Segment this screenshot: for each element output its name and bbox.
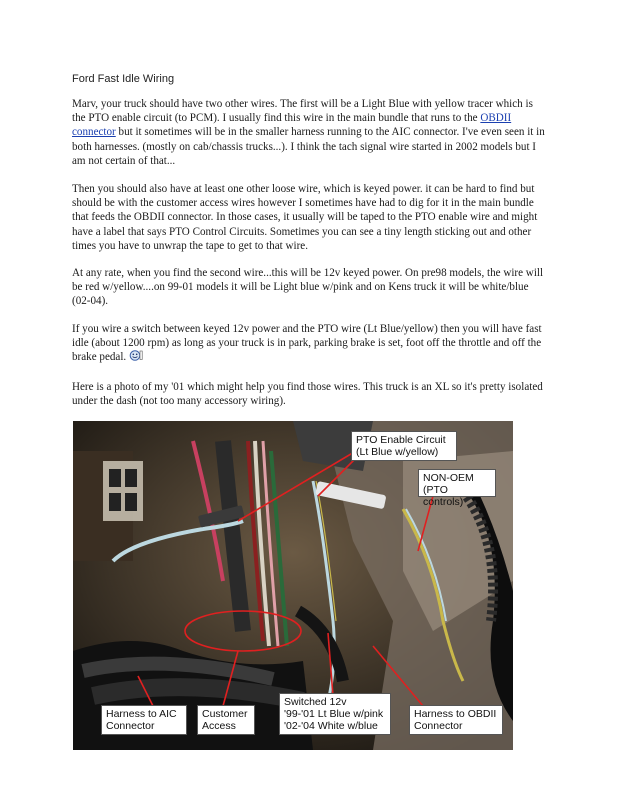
paragraph-4-text: If you wire a switch between keyed 12v power and the PTO wire (Lt Blue/yellow) then you will have fast idle (about 1200 rpm) as long as your truck is in park, parking brake is set, foot off the throttle and off the brake pedal. xyxy=(72,323,542,364)
paragraph-1-text-b: but it sometimes will be in the smaller harness running to the AIC connector. I've even seen it in both harnesses. (mostly on cab/chassis trucks...). I think the tach signal wire started in 2002 models but I am not certain of that... xyxy=(72,126,545,167)
callout-non-oem: NON-OEM (PTO controls) xyxy=(418,469,496,497)
paragraph-pto-enable xyxy=(72,97,546,168)
paragraph-keyed-power: Then you should also have at least one other loose wire, which is keyed power. it can be hard to find but should be with the customer access wires however I sometimes have had to dig for it in the main bundle that feeds the OBDII connector. In those cases, it usually will be taped to the PTO enable wire and might have a label that says PTO Control Circuits. Sometimes you can see a tiny length sticking out and other times you have to unwrap the tape to get to that wire. xyxy=(72,183,538,252)
smiley-face-icon xyxy=(129,350,143,361)
callout-harness-to-obdii: Harness to OBDII Connector xyxy=(409,705,503,735)
document-heading: Ford Fast Idle Wiring xyxy=(72,73,175,85)
callout-switched-12v: Switched 12v '99-'01 Lt Blue w/pink '02-'04 White w/blue xyxy=(279,693,391,735)
paragraph-wire-colors: At any rate, when you find the second wire...this will be 12v keyed power. On pre98 models, the wire will be red w/yellow....on 99-01 models it will be Light blue w/pink and on Kens truck it will be white/blue (02-04). xyxy=(72,267,544,308)
callout-customer-access: Customer Access xyxy=(197,705,255,735)
paragraph-1-text-a: Marv, your truck should have two other wires. The first will be a Light Blue with yellow tracer which is the PTO enable circuit (to PCM). I usually find this wire in the main bundle that runs to the xyxy=(72,98,533,125)
callout-pto-enable-circuit: PTO Enable Circuit (Lt Blue w/yellow) xyxy=(351,431,457,461)
paragraph-switch-wiring xyxy=(72,322,546,365)
wiring-photo xyxy=(73,421,513,750)
callout-harness-to-aic: Harness to AIC Connector xyxy=(101,705,187,735)
paragraph-photo-intro: Here is a photo of my '01 which might help you find those wires. This truck is an XL so it's pretty isolated under the dash (not too many accessory wiring). xyxy=(72,381,543,408)
obdii-connector-link[interactable]: OBDII connector xyxy=(72,112,512,139)
